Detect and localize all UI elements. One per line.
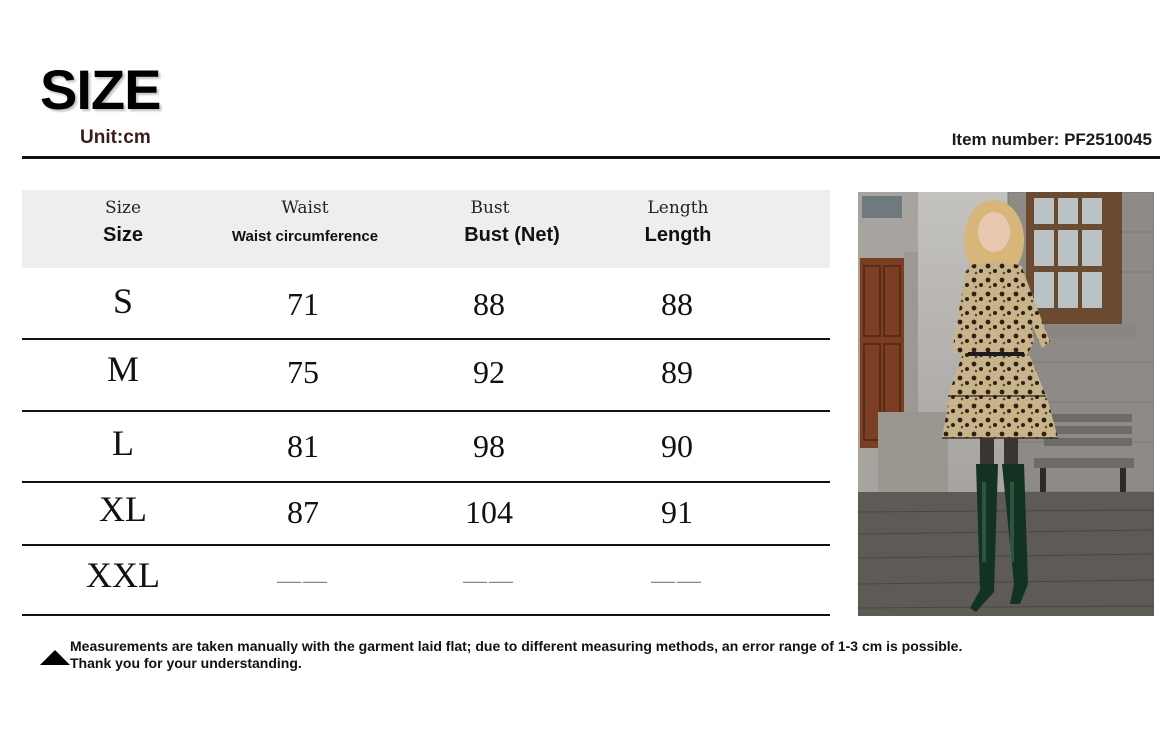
waist-cell: 75 (287, 354, 319, 390)
column-header-size-top: Size (104, 198, 142, 218)
row-divider (22, 544, 830, 546)
table-row (22, 416, 830, 483)
row-divider (22, 410, 830, 412)
size-cell: XXL (86, 555, 160, 595)
length-cell: 91 (661, 494, 693, 530)
table-row (22, 342, 830, 412)
item-number: Item number: PF2510045 (951, 130, 1152, 149)
column-header-size-bottom: Size (102, 224, 144, 246)
header-divider (22, 156, 1160, 159)
size-cell: L (112, 423, 134, 463)
column-header-waist-bottom: Waist circumference (231, 228, 379, 245)
length-cell: 88 (661, 286, 693, 322)
column-header-length (645, 190, 712, 247)
row-divider (22, 338, 830, 340)
size-cell: M (106, 349, 140, 389)
column-header-bust-bottom: Bust (Net) (464, 224, 560, 246)
bust-cell: 98 (473, 428, 505, 464)
size-cell: XL (99, 489, 147, 529)
size-cell: S (112, 281, 134, 321)
warning-triangle-icon (40, 650, 70, 665)
bust-cell: 92 (473, 354, 505, 390)
unit-label: Unit:cm (80, 127, 151, 148)
table-row (22, 274, 830, 340)
note-line-2: Thank you for your understanding. (70, 655, 302, 671)
note-line-1: Measurements are taken manually with the garment laid flat; due to different measuring methods, an error range of 1-3 cm is possible. (70, 638, 963, 654)
column-header-bust-top: Bust (470, 198, 510, 218)
waist-cell: 87 (287, 494, 319, 530)
column-header-size (103, 190, 143, 247)
page-title: SIZE (40, 58, 161, 121)
waist-cell: 71 (287, 286, 319, 322)
length-cell: 89 (661, 354, 693, 390)
column-header-length-top: Length (647, 198, 709, 218)
waist-cell: —— (277, 568, 329, 594)
column-header-waist-top: Waist (281, 198, 329, 218)
bust-cell: 104 (465, 494, 513, 530)
row-divider (22, 614, 830, 616)
table-header (22, 190, 830, 268)
column-header-length-bottom: Length (644, 224, 712, 246)
row-divider (22, 481, 830, 483)
bust-cell: 88 (473, 286, 505, 322)
column-header-bust (464, 190, 560, 247)
waist-cell: 81 (287, 428, 319, 464)
length-cell: —— (651, 568, 703, 594)
table-row (22, 484, 830, 546)
column-header-waist (232, 190, 378, 245)
measurement-note (70, 638, 962, 672)
bust-cell: —— (463, 568, 515, 594)
table-row (22, 548, 830, 616)
model-photo (858, 192, 1154, 616)
length-cell: 90 (661, 428, 693, 464)
